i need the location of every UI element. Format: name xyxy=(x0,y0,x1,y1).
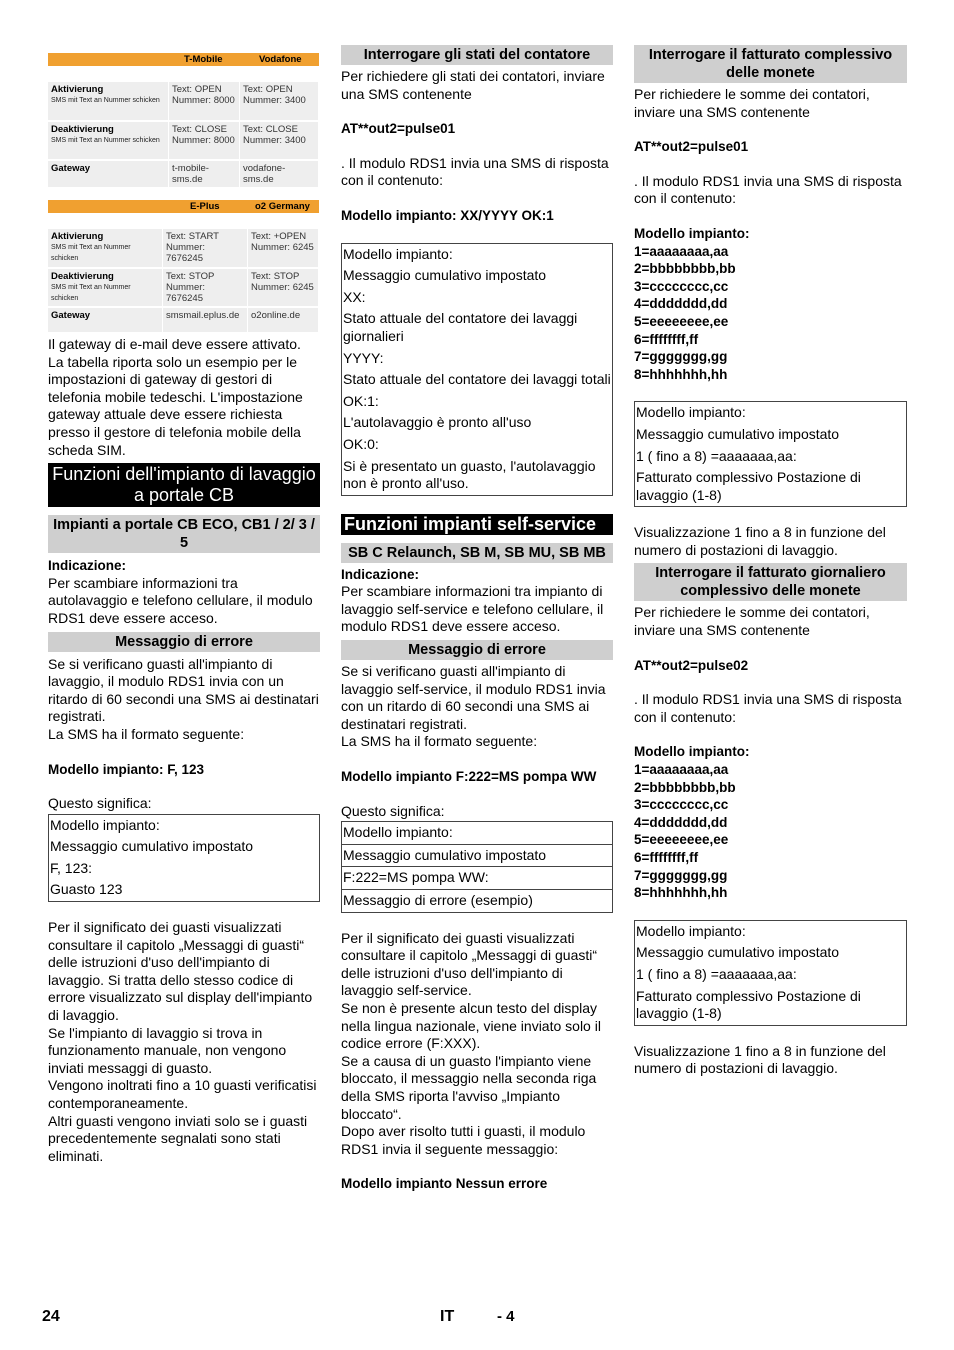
subsection-heading: Interrogare il fatturato complessivo delle monete xyxy=(634,45,907,83)
box-line: 1 ( fino a 8) =aaaaaaa,aa: xyxy=(636,965,797,982)
indicazione-text: Per scambiare informazioni tra autolavaggio e telefono cellulare, il modulo RDS1 deve essere acceso. xyxy=(48,574,313,626)
box-line: Modello impianto: xyxy=(636,404,746,421)
table-cell: Text: CLOSE Nummer: 3400 xyxy=(240,121,319,160)
meaning-table xyxy=(341,821,613,912)
table-cell: vodafone- sms.de xyxy=(240,160,319,188)
box-line: F, 123: xyxy=(50,859,93,876)
table-row xyxy=(48,229,319,268)
sms-command: AT**out2=pulse01 xyxy=(341,121,456,137)
box-line: XX: xyxy=(343,288,366,305)
reply-line: Modello impianto: xyxy=(634,744,750,760)
meaning-label: Questo significa: xyxy=(341,802,445,819)
paragraph: Altri guasti vengono inviati solo se i guasti precedentemente segnalati sono stati eliminati. xyxy=(48,1112,308,1164)
box-line: OK:0: xyxy=(343,435,379,452)
row-sub: SMS mit Text an Nummer schicken xyxy=(51,97,160,104)
table-cell: Text: CLOSE Nummer: 8000 xyxy=(169,121,240,160)
gateway-table-header xyxy=(48,200,319,213)
box-line: Si è presentato un guasto, l'autolavaggio non è pronto all'uso. xyxy=(343,457,596,492)
paragraph: Dopo aver risolto tutti i guasti, il modulo RDS1 invia il seguente messaggio: xyxy=(341,1123,586,1157)
reply-line: Modello impianto: xyxy=(634,225,750,241)
sub-page-number: - 4 xyxy=(497,1308,515,1325)
reply-line: 1=aaaaaaaa,aa xyxy=(634,243,729,259)
indicazione-text: Per scambiare informazioni tra impianto di lavaggio self-service e telefono cellulare, il modulo RDS1 deve essere acceso. xyxy=(341,583,604,635)
box-line: Modello impianto: xyxy=(636,922,746,939)
format-text: La SMS ha il formato seguente: xyxy=(341,733,538,750)
box-line: Messaggio cumulativo impostato xyxy=(343,267,547,284)
reply-line: 6=ffffffff,ff xyxy=(634,331,699,347)
reply-line: 2=bbbbbbbb,bb xyxy=(634,779,736,795)
table-row xyxy=(48,160,319,188)
row-sub: SMS mit Text an Nummer schicken xyxy=(51,284,131,302)
table-cell: Messaggio cumulativo impostato xyxy=(342,844,613,867)
gateway-table-header xyxy=(48,53,319,66)
reply-lines xyxy=(634,225,907,383)
table-cell: Text: START Nummer: 7676245 xyxy=(163,229,248,268)
reply-line: 8=hhhhhhh,hh xyxy=(634,885,728,901)
table-cell: smsmail.eplus.de xyxy=(163,307,248,333)
reply-line: 7=ggggggg,gg xyxy=(634,867,728,883)
subsection-heading: Interrogare il fatturato giornaliero complessivo delle monete xyxy=(634,563,907,601)
indicazione-label: Indicazione: xyxy=(48,558,127,574)
section-heading: Funzioni dell'impianto di lavaggio a portale CB xyxy=(48,463,320,507)
reply-line: 8=hhhhhhh,hh xyxy=(634,366,728,382)
table-row xyxy=(48,121,319,160)
table-cell: F:222=MS pompa WW: xyxy=(342,867,613,890)
table-cell: Text: OPEN Nummer: 3400 xyxy=(240,82,319,121)
box-line: L'autolavaggio è pronto all'uso xyxy=(343,414,532,431)
reply-text: . Il modulo RDS1 invia una SMS di risposta con il contenuto: xyxy=(634,172,902,207)
box-line: OK:1: xyxy=(343,392,379,409)
box-line: YYYY: xyxy=(343,349,384,366)
reply-line: 4=ddddddd,dd xyxy=(634,296,728,312)
meaning-box xyxy=(634,401,907,507)
reply-lines xyxy=(634,743,907,901)
box-line: Guasto 123 xyxy=(50,881,123,898)
error-heading: Messaggio di errore xyxy=(48,632,320,652)
table-row xyxy=(48,82,319,121)
row-label: Aktivierung xyxy=(51,84,104,95)
intro-text: Per richiedere le somme dei contatori, inviare una SMS contenente xyxy=(634,604,870,639)
box-line: Modello impianto: xyxy=(50,816,160,833)
language-code: IT xyxy=(440,1308,455,1325)
reply-line: 6=ffffffff,ff xyxy=(634,850,699,865)
box-line: Modello impianto: xyxy=(343,245,453,262)
reply-text: . Il modulo RDS1 invia una SMS di risposta con il contenuto: xyxy=(634,691,902,725)
error-text: Se si verificano guasti all'impianto di lavaggio, il modulo RDS1 invia con un ritardo di 60 secondi una SMS ai destinatari registrati. xyxy=(48,655,319,725)
box-line: 1 ( fino a 8) =aaaaaaa,aa: xyxy=(636,447,797,464)
intro-text: Per richiedere le somme dei contatori, inviare una SMS contenente xyxy=(634,86,870,120)
page-number: 24 xyxy=(42,1308,60,1325)
meaning-box xyxy=(634,920,907,1026)
error-heading: Messaggio di errore xyxy=(341,640,613,660)
meaning-box xyxy=(48,814,320,902)
indicazione-label: Indicazione: xyxy=(341,566,420,582)
reply-example: Modello impianto: XX/YYYY OK:1 xyxy=(341,207,554,223)
table-cell: t-mobile- sms.de xyxy=(169,160,240,188)
column-header: T-Mobile xyxy=(184,54,223,65)
table-cell: Text: STOP Nummer: 6245 xyxy=(248,268,319,307)
box-line: Fatturato complessivo Postazione di lavaggio (1-8) xyxy=(636,469,861,503)
row-sub: SMS mit Text an Nummer schicken xyxy=(51,244,131,262)
paragraph: Per il significato dei guasti visualizzati consultare il capitolo „Messaggi di guasti“ delle istruzioni d'uso dell'impianto di lavaggio. Si tratta dello stesso codice di errore visualizzato sul display dell'impianto di lavaggio. xyxy=(48,919,313,1024)
box-line: Messaggio cumulativo impostato xyxy=(636,944,840,961)
column-3 xyxy=(634,45,907,1078)
paragraph: Se l'impianto di lavaggio si trova in funzionamento manuale, non vengono inviati messaggi di guasto. xyxy=(48,1024,287,1076)
row-label: Gateway xyxy=(51,310,91,321)
sms-command: AT**out2=pulse01 xyxy=(634,139,749,155)
column-header: E-Plus xyxy=(190,201,220,212)
box-line: Stato attuale del contatore dei lavaggi totali xyxy=(343,371,611,388)
reply-line: 2=bbbbbbbb,bb xyxy=(634,261,736,277)
reply-line: 3=cccccccc,cc xyxy=(634,797,729,813)
format-example: Modello impianto F:222=MS pompa WW xyxy=(341,769,597,785)
row-label: Aktivierung xyxy=(51,231,104,242)
gateway-note: Il gateway di e-mail deve essere attivato. La tabella riporta solo un esempio per le impostazioni di gateway di gestori di telefonia mobile tedeschi. L'impostazione gateway attuale deve essere richiesta presso il gestore di telefonia mobile della scheda SIM. xyxy=(48,336,303,458)
column-header: o2 Germany xyxy=(255,201,310,212)
final-example: Modello impianto Nessun errore xyxy=(341,1176,548,1192)
table-cell: Messaggio di errore (esempio) xyxy=(342,890,613,913)
paragraph: Per il significato dei guasti visualizzati consultare il capitolo „Messaggi di guasti“ delle istruzioni d'uso dell'impianto di lavaggio self-service. xyxy=(341,929,598,999)
intro-text: Per richiedere gli stati dei contatori, inviare una SMS contenente xyxy=(341,68,605,102)
paragraph: Se a causa di un guasto l'impianto viene bloccato, il messaggio nella seconda riga della SMS riporta l'avviso „Impianto bloccato“. xyxy=(341,1052,597,1122)
table-row xyxy=(48,268,319,307)
table-cell: Modello impianto: xyxy=(342,822,613,845)
format-example: Modello impianto: F, 123 xyxy=(48,761,205,777)
gateway-table-1 xyxy=(48,53,319,189)
reply-text: . Il modulo RDS1 invia una SMS di risposta con il contenuto: xyxy=(341,154,609,189)
meaning-label: Questo significa: xyxy=(48,795,152,812)
table-row xyxy=(48,307,319,333)
table-cell: Text: STOP Nummer: 7676245 xyxy=(163,268,248,307)
row-label: Deaktivierung xyxy=(51,271,114,282)
reply-line: 7=ggggggg,gg xyxy=(634,349,728,365)
reply-line: 5=eeeeeeee,ee xyxy=(634,313,729,329)
box-line: Stato attuale del contatore dei lavaggi giornalieri xyxy=(343,310,578,344)
table-cell: Text: +OPEN Nummer: 6245 xyxy=(248,229,319,268)
note: Visualizzazione 1 fino a 8 in funzione del numero di postazioni di lavaggio. xyxy=(634,524,886,558)
note: Visualizzazione 1 fino a 8 in funzione del numero di postazioni di lavaggio. xyxy=(634,1042,886,1077)
paragraph: Se non è presente alcun testo del display nella lingua nazionale, viene inviato solo il codice errore (F:XXX). xyxy=(341,999,601,1052)
table-cell: o2online.de xyxy=(248,307,319,333)
row-label: Deaktivierung xyxy=(51,124,114,135)
format-text: La SMS ha il formato seguente: xyxy=(48,725,245,742)
box-line: Fatturato complessivo Postazione di lavaggio (1-8) xyxy=(636,987,861,1022)
reply-line: 4=ddddddd,dd xyxy=(634,814,728,830)
sms-command: AT**out2=pulse02 xyxy=(634,657,749,673)
section-heading: Funzioni impianti self-service xyxy=(341,514,613,535)
reply-line: 1=aaaaaaaa,aa xyxy=(634,762,729,778)
table-cell: Text: OPEN Nummer: 8000 xyxy=(169,82,240,121)
subsection-heading: Interrogare gli stati del contatore xyxy=(341,45,613,65)
row-sub: SMS mit Text an Nummer schicken xyxy=(51,137,160,144)
error-text: Se si verificano guasti all'impianto di lavaggio self-service, il modulo RDS1 invia con un ritardo di 60 secondi una SMS ai destinatari registrati. xyxy=(341,663,606,732)
subsection-heading: SB C Relaunch, SB M, SB MU, SB MB xyxy=(341,543,613,563)
reply-line: 5=eeeeeeee,ee xyxy=(634,832,729,848)
row-label: Gateway xyxy=(51,163,91,174)
subsection-heading: Impianti a portale CB ECO, CB1 / 2/ 3 / 5 xyxy=(48,515,320,553)
column-2 xyxy=(341,45,613,1193)
column-header: Vodafone xyxy=(259,54,302,65)
box-line: Messaggio cumulativo impostato xyxy=(636,425,840,442)
box-line: Messaggio cumulativo impostato xyxy=(50,838,254,855)
reply-line: 3=cccccccc,cc xyxy=(634,278,729,294)
gateway-table-2 xyxy=(48,200,319,334)
paragraph: Vengono inoltrati fino a 10 guasti verificatisi contemporaneamente. xyxy=(48,1077,317,1111)
meaning-box xyxy=(341,243,613,496)
column-1 xyxy=(48,336,320,1165)
